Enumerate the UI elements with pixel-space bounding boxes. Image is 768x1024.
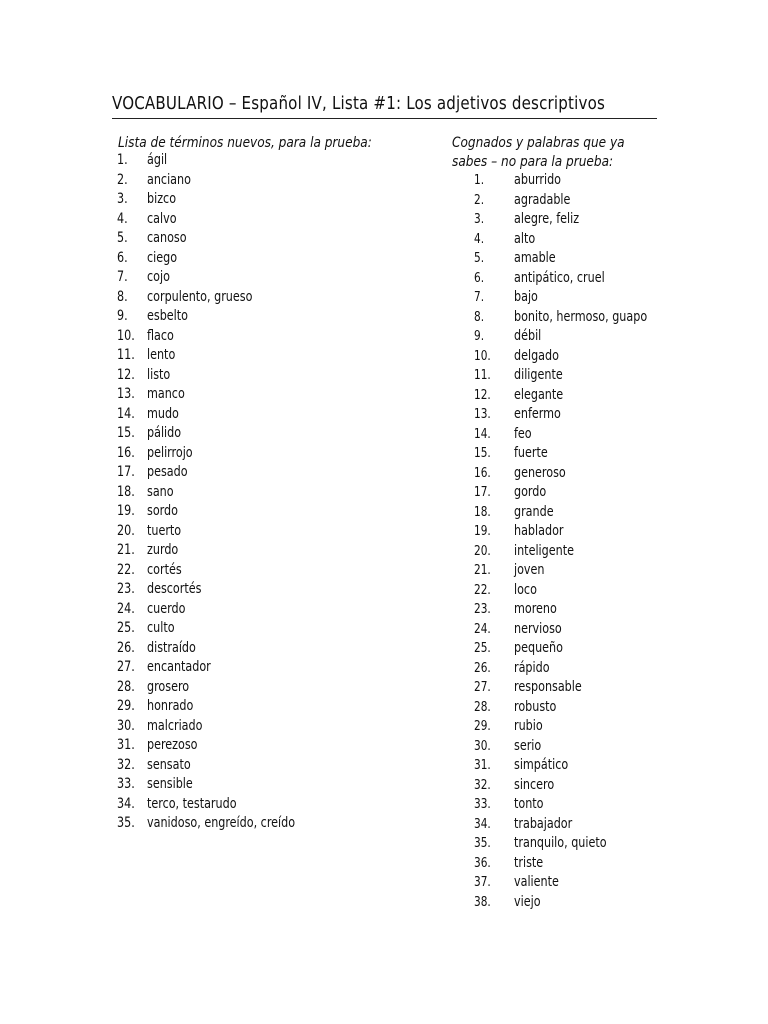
item-number: 18. — [474, 504, 491, 520]
cognate-item — [474, 561, 734, 581]
item-number: 13. — [117, 386, 135, 402]
item-term: malcriado — [147, 717, 203, 734]
item-term: diligente — [514, 367, 563, 383]
item-term: manco — [147, 386, 185, 402]
item-number: 32. — [474, 777, 491, 793]
new-term-item — [117, 522, 417, 542]
cognate-item — [474, 600, 734, 620]
item-number: 28. — [117, 678, 135, 695]
cognate-item — [474, 815, 734, 835]
item-number: 10. — [474, 348, 491, 364]
item-term: joven — [514, 562, 545, 578]
cognate-item — [474, 191, 734, 211]
item-term: vanidoso, engreído, creído — [147, 815, 296, 831]
new-term-item — [117, 814, 417, 834]
item-term: perezoso — [147, 737, 198, 753]
item-number: 9. — [117, 308, 128, 324]
new-term-item — [117, 444, 417, 464]
item-number: 7. — [474, 290, 485, 305]
new-term-item — [117, 678, 417, 698]
new-term-item — [117, 366, 417, 386]
cognate-item — [474, 756, 734, 776]
new-term-item — [117, 268, 417, 288]
item-term: flaco — [147, 327, 174, 344]
new-term-item — [117, 288, 417, 308]
item-number: 38. — [474, 894, 491, 910]
item-term: aburrido — [514, 172, 562, 188]
item-term: sano — [147, 483, 174, 500]
cognate-item — [474, 171, 734, 191]
new-term-item — [117, 658, 417, 678]
cognate-item — [474, 425, 734, 445]
item-number: 8. — [474, 309, 485, 325]
item-number: 29. — [474, 719, 491, 734]
item-number: 11. — [474, 368, 491, 383]
new-term-item — [117, 405, 417, 425]
cognate-item — [474, 581, 734, 601]
item-number: 26. — [474, 660, 491, 676]
item-number: 9. — [474, 329, 485, 344]
item-term: robusto — [514, 698, 557, 715]
item-number: 14. — [474, 426, 491, 442]
cognate-item — [474, 639, 734, 659]
item-term: gordo — [514, 484, 547, 500]
item-term: grande — [514, 503, 554, 520]
cognate-item — [474, 795, 734, 815]
item-term: feo — [514, 425, 532, 442]
cognate-item — [474, 873, 734, 893]
item-number: 5. — [474, 251, 485, 266]
item-term: zurdo — [147, 542, 179, 558]
new-term-item — [117, 736, 417, 756]
new-term-item — [117, 210, 417, 230]
item-number: 26. — [117, 639, 135, 656]
item-number: 12. — [117, 366, 135, 383]
item-number: 25. — [474, 641, 491, 656]
item-term: cuerdo — [147, 600, 186, 617]
item-number: 34. — [474, 816, 491, 832]
cognate-item — [474, 405, 734, 425]
cognate-item — [474, 386, 734, 406]
cognate-item — [474, 776, 734, 796]
item-number: 16. — [117, 444, 135, 461]
item-term: anciano — [147, 171, 191, 188]
cognate-item — [474, 444, 734, 464]
cognate-item — [474, 698, 734, 718]
item-term: pelirrojo — [147, 444, 193, 461]
item-number: 31. — [474, 758, 491, 773]
item-term: alto — [514, 230, 536, 247]
new-term-item — [117, 346, 417, 366]
item-number: 37. — [474, 875, 491, 890]
new-term-item — [117, 756, 417, 776]
new-term-item — [117, 639, 417, 659]
item-number: 4. — [117, 210, 128, 227]
item-term: bizco — [147, 191, 177, 207]
item-term: agradable — [514, 191, 571, 208]
new-term-item — [117, 249, 417, 269]
item-number: 35. — [474, 836, 491, 851]
new-term-item — [117, 327, 417, 347]
item-number: 18. — [117, 483, 135, 500]
item-number: 31. — [117, 737, 135, 753]
item-term: loco — [514, 581, 537, 598]
item-number: 24. — [117, 600, 135, 617]
cognate-item — [474, 366, 734, 386]
cognates-heading-line1: Cognados y palabras que ya — [452, 135, 625, 151]
item-term: descortés — [147, 581, 202, 597]
page-title: VOCABULARIO – Español IV, Lista #1: Los adjetivos descriptivos — [112, 93, 606, 114]
item-term: sincero — [514, 776, 555, 793]
item-number: 15. — [117, 425, 135, 441]
new-term-item — [117, 424, 417, 444]
item-term: nervioso — [514, 620, 562, 637]
item-number: 5. — [117, 230, 128, 246]
item-term: cojo — [147, 269, 170, 285]
item-term: terco, testarudo — [147, 795, 237, 812]
cognate-item — [474, 288, 734, 308]
cognate-item — [474, 834, 734, 854]
item-term: ágil — [147, 152, 168, 168]
item-number: 32. — [117, 756, 135, 773]
cognate-item — [474, 230, 734, 250]
cognate-item — [474, 210, 734, 230]
item-number: 19. — [117, 503, 135, 519]
item-number: 25. — [117, 620, 135, 636]
cognate-item — [474, 678, 734, 698]
cognate-item — [474, 659, 734, 679]
item-number: 27. — [474, 680, 491, 695]
item-number: 10. — [117, 327, 135, 344]
item-number: 6. — [474, 270, 485, 286]
item-term: ciego — [147, 249, 178, 266]
item-number: 27. — [117, 659, 135, 675]
cognate-item — [474, 249, 734, 269]
cognate-item — [474, 854, 734, 874]
cognates-heading — [452, 134, 625, 172]
cognate-item — [474, 503, 734, 523]
item-term: inteligente — [514, 542, 574, 559]
new-term-item — [117, 385, 417, 405]
item-number: 1. — [474, 173, 485, 188]
new-term-item — [117, 463, 417, 483]
item-number: 2. — [117, 171, 128, 188]
item-number: 36. — [474, 855, 491, 871]
item-term: bonito, hermoso, guapo — [514, 308, 648, 325]
new-term-item — [117, 580, 417, 600]
item-term: viejo — [514, 893, 541, 910]
item-term: bajo — [514, 289, 538, 305]
new-term-item — [117, 307, 417, 327]
item-term: fuerte — [514, 445, 548, 461]
item-number: 21. — [474, 563, 491, 578]
item-term: distraído — [147, 639, 196, 656]
item-number: 20. — [474, 543, 491, 559]
item-term: cortés — [147, 561, 182, 578]
item-number: 24. — [474, 621, 491, 637]
item-number: 1. — [117, 152, 128, 168]
item-term: pesado — [147, 464, 188, 480]
cognates-heading-line2: sabes – no para la prueba: — [452, 154, 614, 170]
item-number: 28. — [474, 699, 491, 715]
item-number: 35. — [117, 815, 135, 831]
item-term: calvo — [147, 210, 177, 227]
cognate-item — [474, 893, 734, 913]
cognate-item — [474, 620, 734, 640]
item-number: 3. — [474, 212, 485, 227]
new-term-item — [117, 775, 417, 795]
item-term: antipático, cruel — [514, 269, 605, 286]
cognate-item — [474, 347, 734, 367]
item-number: 11. — [117, 347, 135, 363]
item-term: moreno — [514, 601, 557, 617]
item-number: 22. — [474, 582, 491, 598]
cognate-item — [474, 327, 734, 347]
item-term: tonto — [514, 796, 544, 812]
item-number: 30. — [474, 738, 491, 754]
item-term: débil — [514, 328, 542, 344]
item-term: honrado — [147, 698, 194, 714]
item-number: 29. — [117, 698, 135, 714]
cognate-item — [474, 483, 734, 503]
item-term: pequeño — [514, 640, 563, 656]
item-term: mudo — [147, 405, 179, 422]
item-term: hablador — [514, 523, 564, 539]
item-term: canoso — [147, 230, 187, 246]
item-term: culto — [147, 620, 175, 636]
item-term: sensible — [147, 776, 193, 792]
item-term: grosero — [147, 678, 190, 695]
cognate-item — [474, 522, 734, 542]
item-number: 21. — [117, 542, 135, 558]
new-term-item — [117, 151, 417, 171]
item-number: 33. — [474, 797, 491, 812]
new-term-item — [117, 697, 417, 717]
item-term: elegante — [514, 386, 564, 403]
item-term: generoso — [514, 464, 566, 481]
item-term: enfermo — [514, 406, 561, 422]
item-term: rápido — [514, 659, 550, 676]
item-term: tranquilo, quieto — [514, 835, 607, 851]
item-term: lento — [147, 347, 176, 363]
new-term-item — [117, 541, 417, 561]
new-terms-list — [117, 151, 417, 834]
cognate-item — [474, 464, 734, 484]
item-number: 8. — [117, 288, 128, 305]
new-terms-heading: Lista de términos nuevos, para la prueba: — [118, 135, 372, 151]
cognate-item — [474, 269, 734, 289]
item-number: 2. — [474, 192, 485, 208]
item-number: 22. — [117, 561, 135, 578]
new-term-item — [117, 619, 417, 639]
new-term-item — [117, 717, 417, 737]
item-number: 6. — [117, 249, 128, 266]
item-term: esbelto — [147, 308, 188, 324]
item-term: tuerto — [147, 522, 182, 539]
item-term: serio — [514, 737, 542, 754]
cognate-item — [474, 737, 734, 757]
item-number: 33. — [117, 776, 135, 792]
cognate-item — [474, 542, 734, 562]
item-number: 4. — [474, 231, 485, 247]
item-number: 13. — [474, 407, 491, 422]
item-number: 23. — [117, 581, 135, 597]
item-number: 16. — [474, 465, 491, 481]
item-number: 19. — [474, 524, 491, 539]
item-number: 17. — [474, 485, 491, 500]
new-term-item — [117, 502, 417, 522]
item-number: 14. — [117, 405, 135, 422]
new-term-item — [117, 600, 417, 620]
item-number: 20. — [117, 522, 135, 539]
item-number: 34. — [117, 795, 135, 812]
item-number: 17. — [117, 464, 135, 480]
cognates-list — [474, 171, 734, 912]
item-term: pálido — [147, 425, 182, 441]
title-underline — [112, 118, 657, 119]
new-term-item — [117, 229, 417, 249]
item-term: simpático — [514, 757, 569, 773]
item-term: delgado — [514, 347, 559, 364]
item-term: responsable — [514, 679, 582, 695]
item-number: 3. — [117, 191, 128, 207]
item-term: sensato — [147, 756, 191, 773]
item-number: 7. — [117, 269, 128, 285]
new-term-item — [117, 190, 417, 210]
item-term: triste — [514, 854, 544, 871]
item-term: trabajador — [514, 815, 573, 832]
item-term: sordo — [147, 503, 178, 519]
new-term-item — [117, 795, 417, 815]
item-term: corpulento, grueso — [147, 288, 253, 305]
item-term: alegre, feliz — [514, 211, 580, 227]
item-term: amable — [514, 250, 556, 266]
new-term-item — [117, 171, 417, 191]
item-term: encantador — [147, 659, 211, 675]
cognate-item — [474, 717, 734, 737]
item-number: 23. — [474, 602, 491, 617]
new-term-item — [117, 483, 417, 503]
item-number: 15. — [474, 446, 491, 461]
item-term: listo — [147, 366, 171, 383]
cognate-item — [474, 308, 734, 328]
item-number: 12. — [474, 387, 491, 403]
new-term-item — [117, 561, 417, 581]
item-term: rubio — [514, 718, 543, 734]
item-term: valiente — [514, 874, 559, 890]
item-number: 30. — [117, 717, 135, 734]
